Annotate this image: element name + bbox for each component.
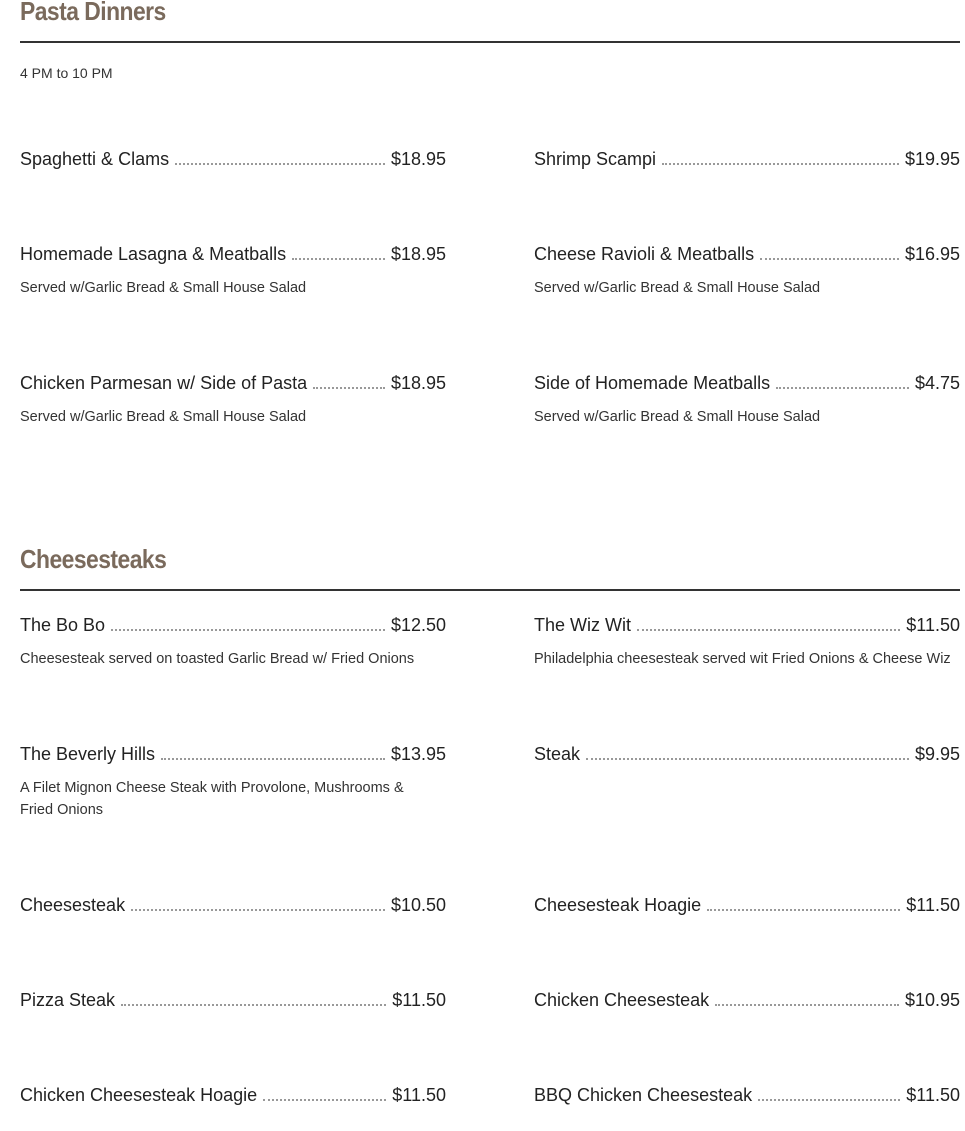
dot-leader <box>662 163 899 165</box>
menu-item-price: $11.50 <box>906 895 960 915</box>
menu-item-description: Served w/Garlic Bread & Small House Salad <box>20 280 307 296</box>
menu-item-price: $19.95 <box>904 149 960 169</box>
menu-item <box>20 988 446 1012</box>
dot-leader <box>121 1004 386 1006</box>
menu-item-name: Chicken Parmesan w/ Side of Pasta <box>20 373 308 393</box>
dot-leader <box>131 909 385 911</box>
menu-item <box>534 988 960 1012</box>
menu-item <box>20 242 446 299</box>
menu-item <box>20 147 446 171</box>
menu-item-name: Homemade Lasagna & Meatballs <box>20 244 287 264</box>
menu-item-price: $18.95 <box>390 244 446 264</box>
menu-item-price: $10.50 <box>390 895 446 915</box>
menu-item <box>534 1083 960 1107</box>
dot-leader <box>637 629 900 631</box>
menu-item-price: $12.50 <box>390 615 446 635</box>
menu-item-description: Served w/Garlic Bread & Small House Salad <box>534 409 821 425</box>
dot-leader <box>313 387 385 389</box>
menu-item-name: The Bo Bo <box>20 615 106 635</box>
menu-item <box>534 893 960 917</box>
menu-item <box>20 613 446 670</box>
menu-item-price: $4.75 <box>914 373 960 393</box>
menu-item-name: Cheese Ravioli & Meatballs <box>534 244 755 264</box>
dot-leader <box>707 909 900 911</box>
menu-item <box>20 1083 446 1107</box>
dot-leader <box>776 387 909 389</box>
menu-item-name: Cheesesteak <box>20 895 126 915</box>
cheesesteaks-section-title: Cheesesteaks <box>20 544 167 574</box>
menu-item-name: BBQ Chicken Cheesesteak <box>534 1085 753 1105</box>
menu-item-name: Steak <box>534 744 581 764</box>
pasta-hours: 4 PM to 10 PM <box>20 65 113 81</box>
menu-item-name: The Beverly Hills <box>20 744 156 764</box>
dot-leader <box>758 1099 900 1101</box>
dot-leader <box>263 1099 386 1101</box>
menu-item-name: Spaghetti & Clams <box>20 149 170 169</box>
menu-item <box>534 147 960 171</box>
menu-item-price: $11.50 <box>392 1085 446 1105</box>
menu-item <box>534 371 960 428</box>
menu-item <box>20 371 446 428</box>
menu-item <box>534 613 960 670</box>
dot-leader <box>292 258 385 260</box>
menu-item-description: Philadelphia cheesesteak served wit Fried Onions & Cheese Wiz <box>534 651 951 667</box>
menu-item-name: Chicken Cheesesteak Hoagie <box>20 1085 258 1105</box>
menu-item <box>20 742 446 821</box>
dot-leader <box>586 758 909 760</box>
dot-leader <box>111 629 385 631</box>
menu-item-price: $10.95 <box>904 990 960 1010</box>
menu-item-name: Chicken Cheesesteak <box>534 990 710 1010</box>
cheesesteaks-section-divider <box>20 589 960 591</box>
menu-item <box>534 242 960 299</box>
menu-item <box>20 893 446 917</box>
menu-item-description: A Filet Mignon Cheese Steak with Provolone, Mushrooms & Fried Onions <box>20 780 404 818</box>
dot-leader <box>161 758 385 760</box>
menu-item-price: $13.95 <box>390 744 446 764</box>
menu-item-name: Side of Homemade Meatballs <box>534 373 771 393</box>
menu-item-description: Served w/Garlic Bread & Small House Salad <box>20 409 307 425</box>
menu-item-name: Pizza Steak <box>20 990 116 1010</box>
menu-item-name: Cheesesteak Hoagie <box>534 895 702 915</box>
menu-item-price: $18.95 <box>390 149 446 169</box>
menu-item <box>534 742 960 766</box>
dot-leader <box>715 1004 899 1006</box>
menu-item-price: $11.50 <box>906 1085 960 1105</box>
menu-item-price: $11.50 <box>392 990 446 1010</box>
menu-item-price: $16.95 <box>904 244 960 264</box>
menu-item-name: The Wiz Wit <box>534 615 631 635</box>
menu-item-description: Cheesesteak served on toasted Garlic Bread w/ Fried Onions <box>20 651 415 667</box>
menu-item-description: Served w/Garlic Bread & Small House Salad <box>534 280 821 296</box>
dot-leader <box>760 258 899 260</box>
pasta-section-title: Pasta Dinners <box>20 0 166 26</box>
pasta-section-divider <box>20 41 960 43</box>
menu-item-price: $11.50 <box>906 615 960 635</box>
menu-item-price: $18.95 <box>390 373 446 393</box>
menu-item-name: Shrimp Scampi <box>534 149 657 169</box>
menu-item-price: $9.95 <box>914 744 960 764</box>
dot-leader <box>175 163 385 165</box>
